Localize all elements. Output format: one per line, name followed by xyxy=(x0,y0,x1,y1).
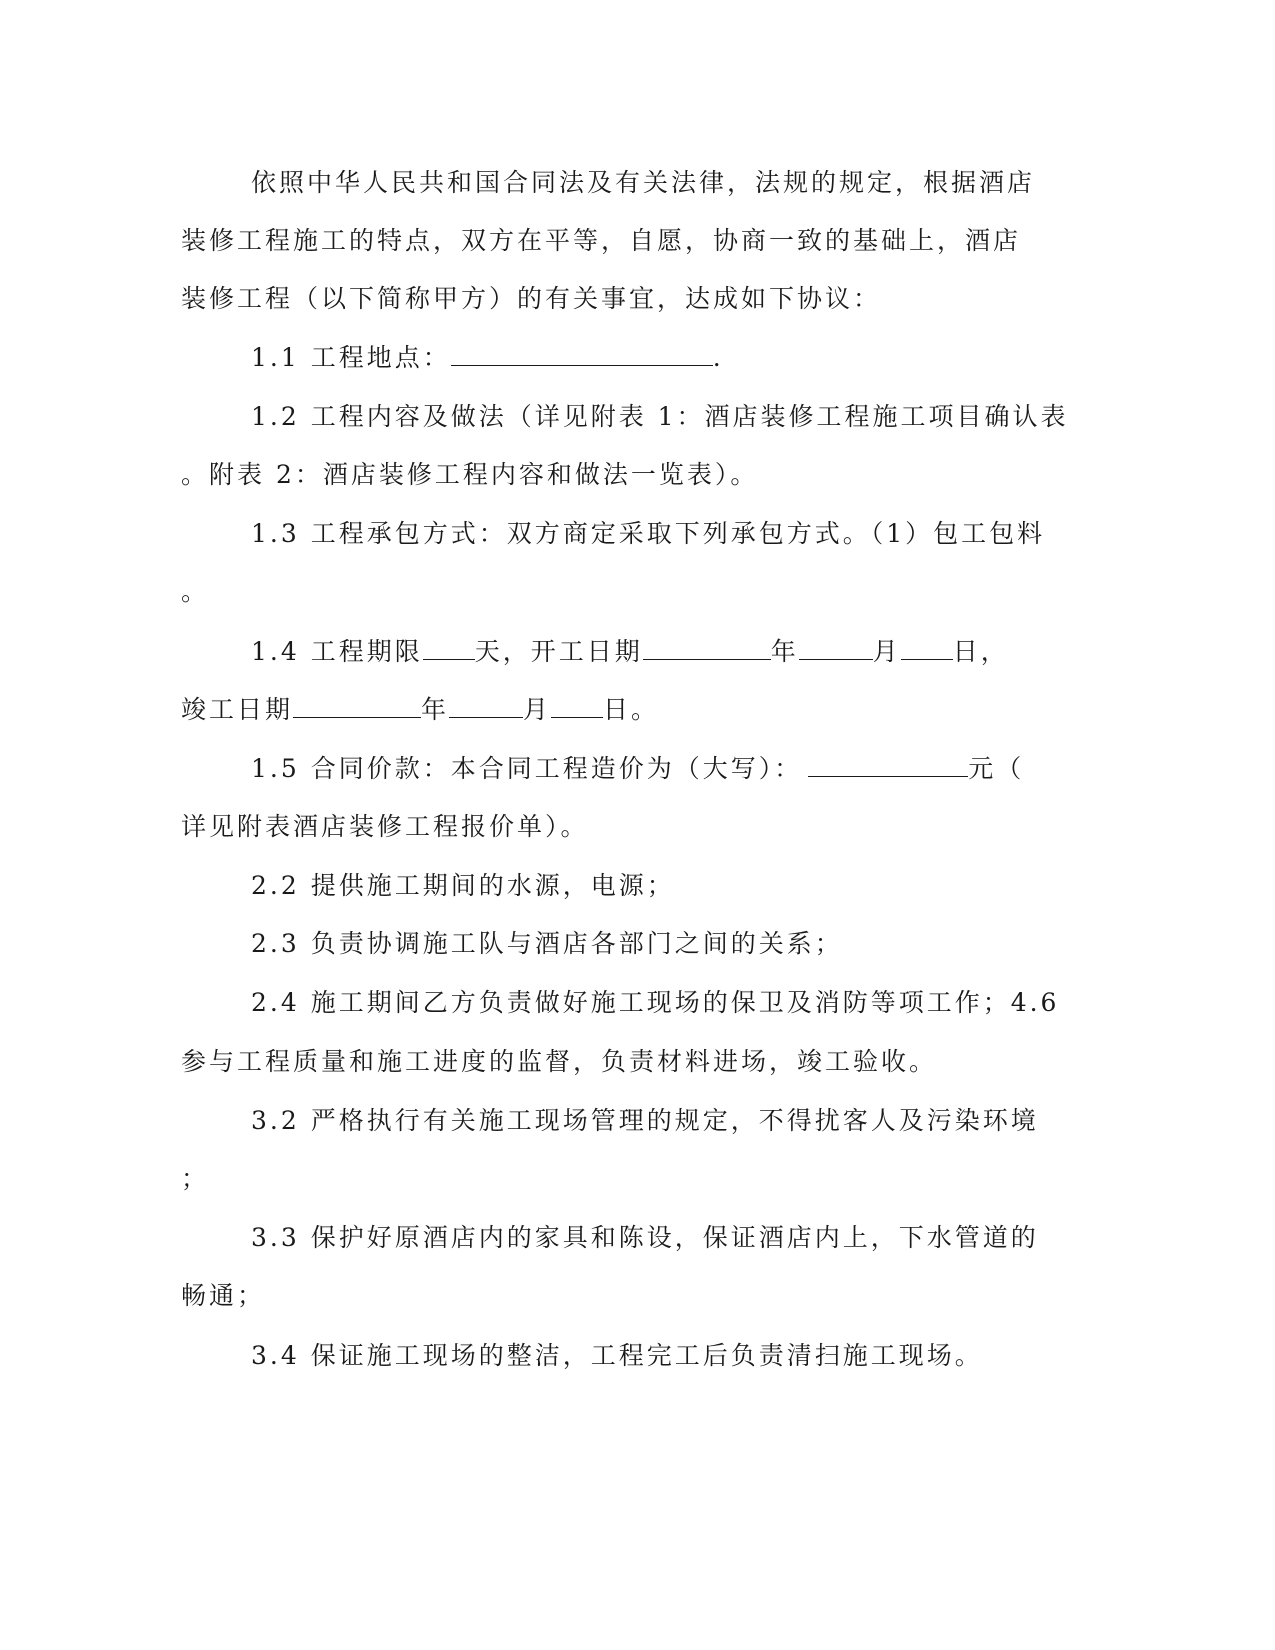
clause-3-4: 3.4 保证施工现场的整洁，工程完工后负责清扫施工现场。 xyxy=(251,1341,983,1370)
clause-1-1-end: . xyxy=(712,343,724,372)
duration-days-blank xyxy=(423,635,475,660)
clause-2-4-line-2: 参与工程质量和施工进度的监督，负责材料进场，竣工验收。 xyxy=(181,1047,938,1076)
clause-1-4-line-2 xyxy=(181,693,659,727)
clause-2-3: 2.3 负责协调施工队与酒店各部门之间的关系； xyxy=(251,929,843,958)
intro-line-3: 装修工程（以下简称甲方）的有关事宜，达成如下协议： xyxy=(181,284,882,313)
completion-date-label: 竣工日期 xyxy=(181,695,294,724)
month-label: 月 xyxy=(872,637,901,666)
clause-3-3-line-1: 3.3 保护好原酒店内的家具和陈设，保证酒店内上，下水管道的 xyxy=(251,1223,1039,1252)
contract-price-label: 1.5 合同价款：本合同工程造价为（大写）： xyxy=(251,754,803,783)
clause-1-3-line-2: 。 xyxy=(181,577,210,606)
intro-line-1: 依照中华人民共和国合同法及有关法律，法规的规定，根据酒店 xyxy=(251,168,1036,197)
clause-3-2-line-2: ； xyxy=(181,1164,210,1193)
end-year-blank xyxy=(293,693,421,718)
clause-2-2: 2.2 提供施工期间的水源，电源； xyxy=(251,871,675,900)
start-month-blank xyxy=(799,635,873,660)
clause-1-4-label: 1.4 工程期限 xyxy=(251,637,423,666)
clause-1-1 xyxy=(251,341,724,375)
start-year-blank xyxy=(643,635,771,660)
clause-1-5-line-1 xyxy=(251,752,1024,786)
clause-1-2-line-1: 1.2 工程内容及做法（详见附表 1：酒店装修工程施工项目确认表 xyxy=(251,402,1069,431)
clause-3-2-line-1: 3.2 严格执行有关施工现场管理的规定，不得扰客人及污染环境 xyxy=(251,1106,1039,1135)
start-date-label: 天，开工日期 xyxy=(474,637,643,666)
year-label: 年 xyxy=(421,695,450,724)
clause-2-4-line-1: 2.4 施工期间乙方负责做好施工现场的保卫及消防等项工作；4.6 xyxy=(251,988,1060,1017)
clause-1-3-line-1: 1.3 工程承包方式：双方商定采取下列承包方式。（1）包工包料 xyxy=(251,519,1046,548)
location-blank xyxy=(451,341,713,366)
currency-label: 元（ xyxy=(968,754,1025,783)
clause-1-4-line-1 xyxy=(251,635,1009,669)
intro-line-2: 装修工程施工的特点，双方在平等，自愿，协商一致的基础上，酒店 xyxy=(181,226,1022,255)
end-day-blank xyxy=(551,693,603,718)
clause-1-2-line-2: 。附表 2：酒店装修工程内容和做法一览表）。 xyxy=(181,460,759,489)
day-label: 日。 xyxy=(603,695,660,724)
clause-3-3-line-2: 畅通； xyxy=(181,1281,266,1310)
start-day-blank xyxy=(901,635,953,660)
day-label: 日， xyxy=(952,637,1009,666)
clause-1-1-label: 1.1 工程地点： xyxy=(251,343,451,372)
month-label: 月 xyxy=(523,695,552,724)
year-label: 年 xyxy=(770,637,799,666)
clause-1-5-line-2: 详见附表酒店装修工程报价单）。 xyxy=(181,812,589,841)
end-month-blank xyxy=(449,693,523,718)
contract-price-blank xyxy=(808,752,968,777)
